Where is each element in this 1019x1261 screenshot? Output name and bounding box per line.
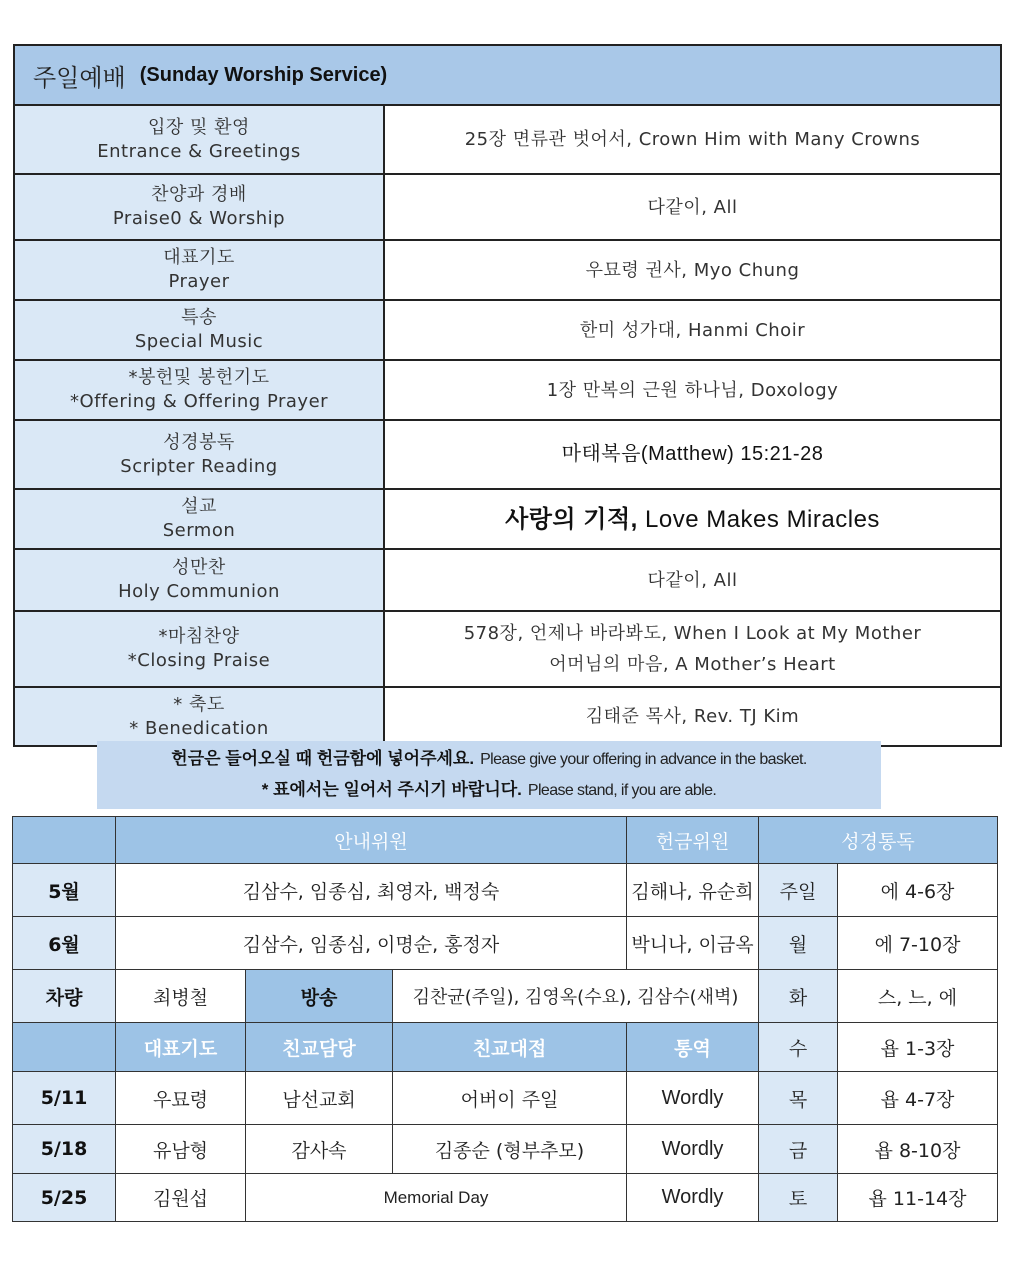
order-row-benediction [15,688,1000,745]
order-label [15,550,385,610]
order-label-ko: 찬양과 경배 [151,184,247,205]
worship-title-ko: 주일예배 [33,63,126,92]
duty-date: 5/25 [13,1174,116,1222]
order-label-en: *Offering & Offering Prayer [69,391,329,412]
order-label-ko: *봉헌및 봉헌기도 [128,367,270,388]
order-label-ko: 대표기도 [163,247,235,268]
reading-passage: 욥 4-7장 [838,1072,998,1125]
order-row-praise [15,175,1000,241]
reading-day: 주일 [759,864,838,917]
month-label: 5월 [13,864,116,917]
broadcast-names: 김찬균(주일), 김영옥(수요), 김삼수(새벽) [393,970,759,1023]
duty-header-row [13,1023,998,1072]
vehicle-driver: 최병철 [116,970,246,1023]
sermon-title-ko: 사랑의 기적, [505,505,638,533]
schedule-table [12,816,998,1222]
reading-day: 목 [759,1072,838,1125]
order-label-en: Sermon [162,520,236,541]
order-label [15,361,385,419]
order-label [15,241,385,299]
worship-title-en: (Sunday Worship Service) [139,63,388,86]
order-label [15,490,385,548]
notice-line-2-en: Please stand, if you are able. [527,782,717,799]
order-row-prayer [15,241,1000,301]
notice-line-2-ko: * 표에서는 일어서 주시기 바랍니다. [261,780,522,799]
order-label-ko: 성만찬 [172,557,226,578]
order-label-en: Praise0 & Worship [112,208,286,229]
notice-line-2 [262,775,717,806]
offering-names: 김해나, 유순희 [627,864,759,917]
ushers-names: 김삼수, 임종심, 최영자, 백정숙 [116,864,627,917]
reading-day: 월 [759,917,838,970]
worship-order-table [13,44,1002,747]
prayer-header: 대표기도 [116,1023,246,1072]
notice-line-1-en: Please give your offering in advance in the basket. [480,751,807,768]
closing-hymn-2: 어머님의 마음, A Mother’s Heart [549,654,836,675]
duty-interpret: Wordly [627,1072,759,1125]
month-label: 6월 [13,917,116,970]
order-row-sermon [15,490,1000,550]
sermon-title-en: Love Makes Miracles [645,505,880,533]
duty-interpret: Wordly [627,1174,759,1222]
duty-interpret: Wordly [627,1125,759,1174]
may-row [13,864,998,917]
order-value: 다같이, All [647,569,738,591]
offering-names: 박니나, 이금옥 [627,917,759,970]
sermon-title [385,490,1000,548]
corner-cell [13,1023,116,1072]
duty-date: 5/11 [13,1072,116,1125]
order-label [15,688,385,745]
corner-cell [13,817,116,864]
order-label-en: * Benedication [129,717,269,739]
reading-day: 토 [759,1174,838,1222]
offering-notice [97,741,881,809]
duty-prayer: 김원섭 [116,1174,246,1222]
order-value: 김태준 목사, Rev. TJ Kim [585,706,800,727]
order-value: 1장 만복의 근원 하나님, Doxology [546,379,839,401]
broadcast-label: 방송 [246,970,393,1023]
reading-day: 화 [759,970,838,1023]
notice-line-1 [171,744,806,775]
order-label [15,106,385,173]
order-row-offering [15,361,1000,421]
order-value: 다같이, All [647,196,738,218]
order-row-entrance [15,106,1000,175]
duty-hosting: 김종순 (형부추모) [393,1125,627,1174]
order-label-ko: 입장 및 환영 [148,116,250,138]
vehicle-label: 차량 [13,970,116,1023]
order-label-ko: 특송 [181,307,217,328]
order-label [15,301,385,359]
order-label-ko: 성경봉독 [163,431,235,453]
duty-fellowship: 감사속 [246,1125,393,1174]
order-label-en: Entrance & Greetings [97,140,301,162]
ushers-header: 안내위원 [116,817,627,864]
duty-row [13,1072,998,1125]
order-label [15,175,385,239]
worship-header [15,46,1000,106]
reading-passage: 에 4-6장 [838,864,998,917]
june-row [13,917,998,970]
order-label [15,612,385,686]
duty-prayer: 유남형 [116,1125,246,1174]
closing-hymn-1: 578장, 언제나 바라봐도, When I Look at My Mother [463,623,922,644]
reading-day: 금 [759,1125,838,1174]
reading-passage: 스, 느, 에 [838,970,998,1023]
order-label-en: Special Music [134,331,264,352]
reading-passage: 욥 11-14장 [838,1174,998,1222]
order-label-ko: * 축도 [173,693,225,715]
vehicle-row [13,970,998,1023]
duty-fellowship: 남선교회 [246,1072,393,1125]
notice-line-1-ko: 헌금은 들어오실 때 헌금함에 넣어주세요. [171,749,475,768]
hosting-header: 친교대접 [393,1023,627,1072]
bible-reading-header: 성경통독 [759,817,998,864]
fellowship-header: 친교담당 [246,1023,393,1072]
duty-hosting: 어버이 주일 [393,1072,627,1125]
schedule-header-row [13,817,998,864]
duty-row [13,1125,998,1174]
order-label-ko: *마침찬양 [158,626,240,647]
order-value: 한미 성가대, Hanmi Choir [579,319,806,341]
order-value [385,612,1000,686]
order-label-en: Prayer [168,271,230,292]
order-value: 25장 면류관 벗어서, Crown Him with Many Crowns [464,129,921,150]
order-value: 마태복음(Matthew) 15:21-28 [561,443,824,465]
offering-header: 헌금위원 [627,817,759,864]
duty-date: 5/18 [13,1125,116,1174]
order-label-en: *Closing Praise [127,650,271,671]
ushers-names: 김삼수, 임종심, 이명순, 홍정자 [116,917,627,970]
reading-passage: 욥 1-3장 [838,1023,998,1072]
order-label [15,421,385,488]
reading-passage: 욥 8-10장 [838,1125,998,1174]
memorial-day: Memorial Day [246,1174,627,1222]
order-row-closing-praise [15,612,1000,688]
reading-passage: 에 7-10장 [838,917,998,970]
order-row-communion [15,550,1000,612]
duty-row [13,1174,998,1222]
order-label-en: Scripter Reading [120,455,278,477]
order-row-special-music [15,301,1000,361]
order-value: 우묘령 권사, Myo Chung [585,259,800,281]
duty-prayer: 우묘령 [116,1072,246,1125]
interpret-header: 통역 [627,1023,759,1072]
order-label-ko: 설교 [181,496,217,517]
order-row-scripture [15,421,1000,490]
reading-day: 수 [759,1023,838,1072]
order-label-en: Holy Communion [118,581,280,602]
